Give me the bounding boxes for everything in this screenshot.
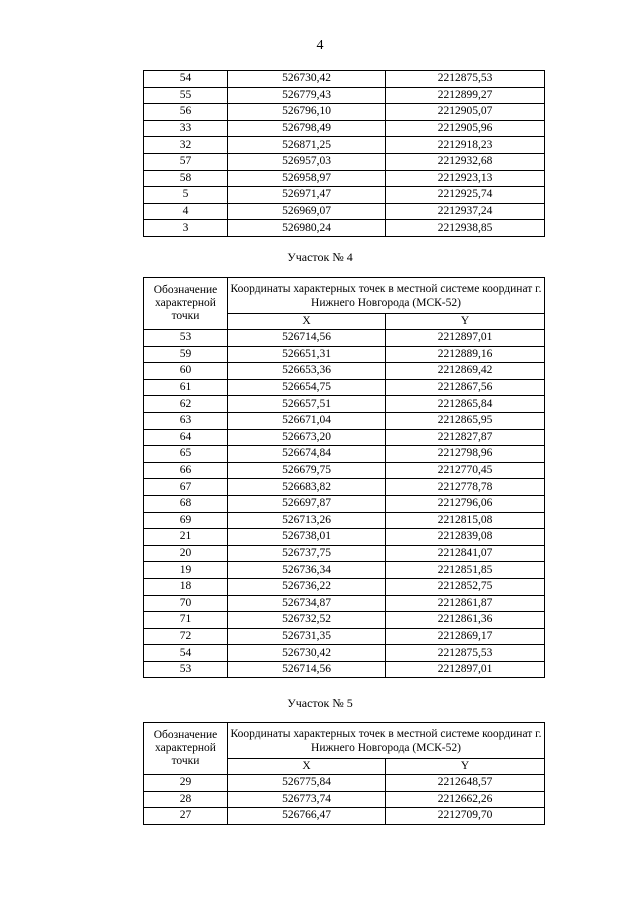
y-coordinate-cell: 2212827,87 xyxy=(386,429,545,446)
y-coordinate-cell: 2212648,57 xyxy=(386,775,545,792)
table-row xyxy=(144,379,545,396)
table-body xyxy=(144,71,545,237)
table-row xyxy=(144,137,545,154)
x-coordinate-cell: 526969,07 xyxy=(228,203,386,220)
point-number-cell: 53 xyxy=(144,330,228,347)
y-coordinate-cell: 2212899,27 xyxy=(386,87,545,104)
x-coordinate-cell: 526730,42 xyxy=(228,645,386,662)
x-coordinate-cell: 526871,25 xyxy=(228,137,386,154)
section-title-plot-5: Участок № 5 xyxy=(287,696,353,710)
x-coordinate-cell: 526734,87 xyxy=(228,595,386,612)
table-row xyxy=(144,562,545,579)
point-number-cell: 19 xyxy=(144,562,228,579)
y-coordinate-cell: 2212861,87 xyxy=(386,595,545,612)
x-coordinate-cell: 526766,47 xyxy=(228,808,386,825)
header-point-designation: Обозначение характерной точки xyxy=(144,278,228,330)
table-row xyxy=(144,170,545,187)
point-number-cell: 67 xyxy=(144,479,228,496)
x-coordinate-cell: 526731,35 xyxy=(228,628,386,645)
table-row xyxy=(144,120,545,137)
y-coordinate-cell: 2212918,23 xyxy=(386,137,545,154)
table-row xyxy=(144,346,545,363)
table-row xyxy=(144,363,545,380)
x-coordinate-cell: 526971,47 xyxy=(228,187,386,204)
header-x: X xyxy=(228,314,386,330)
y-coordinate-cell: 2212932,68 xyxy=(386,153,545,170)
point-number-cell: 29 xyxy=(144,775,228,792)
x-coordinate-cell: 526654,75 xyxy=(228,379,386,396)
page-number: 4 xyxy=(316,38,324,53)
x-coordinate-cell: 526779,43 xyxy=(228,87,386,104)
table-row xyxy=(144,791,545,808)
header-coordinates: Координаты характерных точек в местной системе координат г. Нижнего Новгорода (МСК-52) xyxy=(228,278,545,314)
y-coordinate-cell: 2212875,53 xyxy=(386,645,545,662)
y-coordinate-cell: 2212869,42 xyxy=(386,363,545,380)
x-coordinate-cell: 526775,84 xyxy=(228,775,386,792)
point-number-cell: 27 xyxy=(144,808,228,825)
y-coordinate-cell: 2212869,17 xyxy=(386,628,545,645)
point-number-cell: 56 xyxy=(144,104,228,121)
x-coordinate-cell: 526683,82 xyxy=(228,479,386,496)
table-body xyxy=(144,775,545,825)
x-coordinate-cell: 526679,75 xyxy=(228,462,386,479)
table-row xyxy=(144,645,545,662)
point-number-cell: 54 xyxy=(144,645,228,662)
coordinates-table-continued xyxy=(143,70,545,237)
x-coordinate-cell: 526732,52 xyxy=(228,612,386,629)
point-number-cell: 18 xyxy=(144,578,228,595)
y-coordinate-cell: 2212815,08 xyxy=(386,512,545,529)
x-coordinate-cell: 526796,10 xyxy=(228,104,386,121)
table-row xyxy=(144,87,545,104)
y-coordinate-cell: 2212861,36 xyxy=(386,612,545,629)
table-row xyxy=(144,396,545,413)
header-x: X xyxy=(228,759,386,775)
point-number-cell: 62 xyxy=(144,396,228,413)
x-coordinate-cell: 526671,04 xyxy=(228,412,386,429)
y-coordinate-cell: 2212905,07 xyxy=(386,104,545,121)
y-coordinate-cell: 2212778,78 xyxy=(386,479,545,496)
y-coordinate-cell: 2212897,01 xyxy=(386,661,545,678)
x-coordinate-cell: 526674,84 xyxy=(228,446,386,463)
x-coordinate-cell: 526957,03 xyxy=(228,153,386,170)
x-coordinate-cell: 526657,51 xyxy=(228,396,386,413)
table-row xyxy=(144,529,545,546)
point-number-cell: 55 xyxy=(144,87,228,104)
x-coordinate-cell: 526773,74 xyxy=(228,791,386,808)
table-row xyxy=(144,446,545,463)
table-row xyxy=(144,220,545,237)
point-number-cell: 33 xyxy=(144,120,228,137)
x-coordinate-cell: 526958,97 xyxy=(228,170,386,187)
x-coordinate-cell: 526736,22 xyxy=(228,578,386,595)
table-row xyxy=(144,495,545,512)
x-coordinate-cell: 526714,56 xyxy=(228,661,386,678)
point-number-cell: 5 xyxy=(144,187,228,204)
point-number-cell: 64 xyxy=(144,429,228,446)
table-row xyxy=(144,71,545,88)
y-coordinate-cell: 2212925,74 xyxy=(386,187,545,204)
table-row xyxy=(144,628,545,645)
point-number-cell: 70 xyxy=(144,595,228,612)
point-number-cell: 57 xyxy=(144,153,228,170)
point-number-cell: 69 xyxy=(144,512,228,529)
point-number-cell: 59 xyxy=(144,346,228,363)
section-title-plot-4: Участок № 4 xyxy=(287,250,353,264)
x-coordinate-cell: 526651,31 xyxy=(228,346,386,363)
point-number-cell: 63 xyxy=(144,412,228,429)
point-number-cell: 66 xyxy=(144,462,228,479)
y-coordinate-cell: 2212889,16 xyxy=(386,346,545,363)
y-coordinate-cell: 2212867,56 xyxy=(386,379,545,396)
point-number-cell: 61 xyxy=(144,379,228,396)
y-coordinate-cell: 2212897,01 xyxy=(386,330,545,347)
table-row xyxy=(144,545,545,562)
point-number-cell: 58 xyxy=(144,170,228,187)
point-number-cell: 20 xyxy=(144,545,228,562)
point-number-cell: 32 xyxy=(144,137,228,154)
table-row xyxy=(144,412,545,429)
point-number-cell: 68 xyxy=(144,495,228,512)
header-y: Y xyxy=(386,314,545,330)
point-number-cell: 3 xyxy=(144,220,228,237)
point-number-cell: 54 xyxy=(144,71,228,88)
y-coordinate-cell: 2212923,13 xyxy=(386,170,545,187)
table-row xyxy=(144,462,545,479)
y-coordinate-cell: 2212865,84 xyxy=(386,396,545,413)
header-y: Y xyxy=(386,759,545,775)
header-point-designation: Обозначение характерной точки xyxy=(144,723,228,775)
x-coordinate-cell: 526737,75 xyxy=(228,545,386,562)
x-coordinate-cell: 526697,87 xyxy=(228,495,386,512)
x-coordinate-cell: 526714,56 xyxy=(228,330,386,347)
x-coordinate-cell: 526713,26 xyxy=(228,512,386,529)
coordinates-table-plot-5 xyxy=(143,722,545,825)
point-number-cell: 28 xyxy=(144,791,228,808)
table-row xyxy=(144,595,545,612)
y-coordinate-cell: 2212709,70 xyxy=(386,808,545,825)
table-body xyxy=(144,330,545,678)
table-row xyxy=(144,187,545,204)
x-coordinate-cell: 526980,24 xyxy=(228,220,386,237)
point-number-cell: 60 xyxy=(144,363,228,380)
y-coordinate-cell: 2212796,06 xyxy=(386,495,545,512)
table-row xyxy=(144,775,545,792)
table-row xyxy=(144,104,545,121)
y-coordinate-cell: 2212852,75 xyxy=(386,578,545,595)
y-coordinate-cell: 2212905,96 xyxy=(386,120,545,137)
table-row xyxy=(144,512,545,529)
x-coordinate-cell: 526736,34 xyxy=(228,562,386,579)
y-coordinate-cell: 2212937,24 xyxy=(386,203,545,220)
table-row xyxy=(144,153,545,170)
x-coordinate-cell: 526730,42 xyxy=(228,71,386,88)
table-row xyxy=(144,479,545,496)
y-coordinate-cell: 2212841,07 xyxy=(386,545,545,562)
table-row xyxy=(144,578,545,595)
y-coordinate-cell: 2212865,95 xyxy=(386,412,545,429)
point-number-cell: 65 xyxy=(144,446,228,463)
table-row xyxy=(144,661,545,678)
coordinates-table-plot-4 xyxy=(143,277,545,678)
point-number-cell: 21 xyxy=(144,529,228,546)
table-row xyxy=(144,808,545,825)
y-coordinate-cell: 2212662,26 xyxy=(386,791,545,808)
point-number-cell: 71 xyxy=(144,612,228,629)
x-coordinate-cell: 526653,36 xyxy=(228,363,386,380)
y-coordinate-cell: 2212875,53 xyxy=(386,71,545,88)
x-coordinate-cell: 526673,20 xyxy=(228,429,386,446)
point-number-cell: 53 xyxy=(144,661,228,678)
table-row xyxy=(144,203,545,220)
y-coordinate-cell: 2212839,08 xyxy=(386,529,545,546)
table-row xyxy=(144,612,545,629)
point-number-cell: 72 xyxy=(144,628,228,645)
y-coordinate-cell: 2212938,85 xyxy=(386,220,545,237)
x-coordinate-cell: 526798,49 xyxy=(228,120,386,137)
point-number-cell: 4 xyxy=(144,203,228,220)
y-coordinate-cell: 2212851,85 xyxy=(386,562,545,579)
y-coordinate-cell: 2212770,45 xyxy=(386,462,545,479)
table-row xyxy=(144,330,545,347)
header-coordinates: Координаты характерных точек в местной системе координат г. Нижнего Новгорода (МСК-52) xyxy=(228,723,545,759)
table-row xyxy=(144,429,545,446)
y-coordinate-cell: 2212798,96 xyxy=(386,446,545,463)
x-coordinate-cell: 526738,01 xyxy=(228,529,386,546)
